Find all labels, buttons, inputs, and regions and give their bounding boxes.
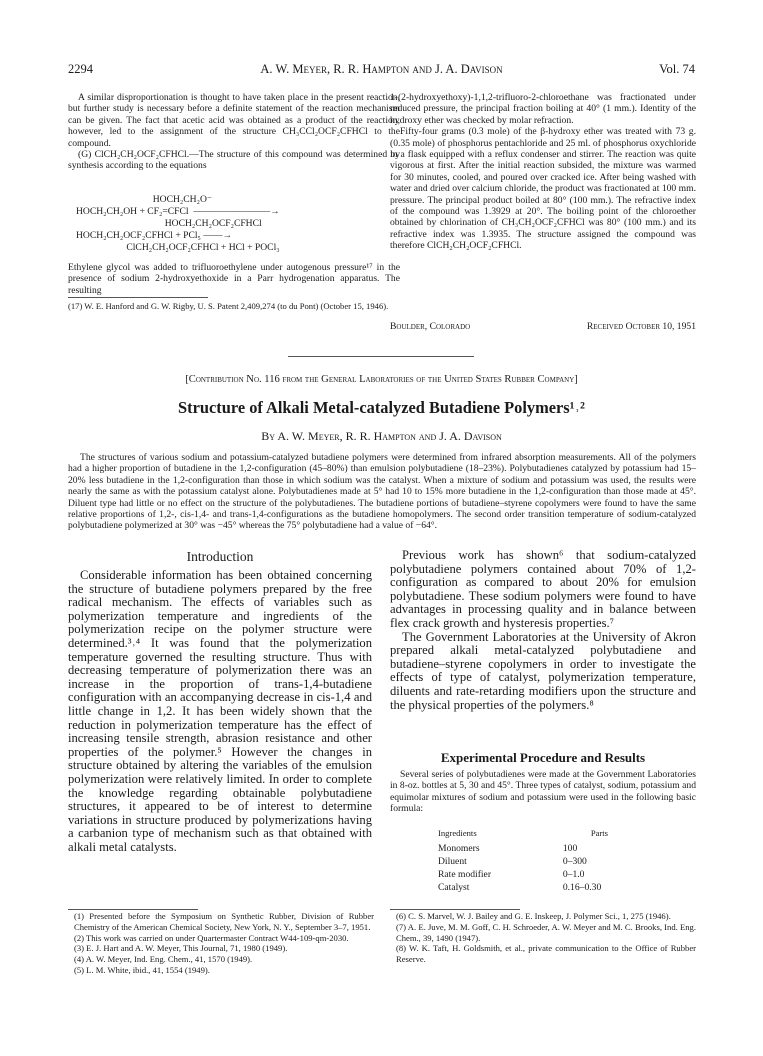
- ingredient-name: Diluent: [438, 856, 467, 867]
- running-authors: A. W. Meyer, R. R. Hampton and J. A. Davison: [260, 62, 503, 76]
- prev-left-column: [68, 92, 400, 172]
- table-row: [438, 881, 658, 894]
- experimental-heading: Experimental Procedure and Results: [440, 750, 646, 765]
- footnote: (5) L. M. White, ibid., 41, 1554 (1949).: [74, 964, 210, 975]
- footnotes-right: [390, 911, 696, 965]
- equation-line: HOCH₂CH₂OH + CF₂=CFCl ————————→: [76, 206, 280, 217]
- equation-line: ClCH₂CH₂OCF₂CFHCl + HCl + POCl₃: [76, 242, 280, 253]
- table-row: [438, 855, 658, 868]
- footnote: (1) Presented before the Symposium on Synthetic Rubber, Division of Rubber Chemistry of the American Chemical Society, New York, N. Y., September 3–7, 1951.: [74, 911, 374, 932]
- introduction-heading: Introduction: [186, 549, 254, 564]
- abstract: The structures of various sodium and potassium-catalyzed butadiene polymers were determined from infrared absorption measurements. All of the polymers had a higher proportion of butadiene in the 1,2-configuration (45–80%) than emulsion polybutadiene (18–23%). Polybutadienes catalyzed by potassium had 15–20% less butadiene in the 1,2-configuration than those in which sodium was the catalyst. When a mixture of sodium and potassium was used, the results were nearly the same as with the potassium catalyst alone. Polybutadienes made at 5° had 10 to 15% more butadiene in the 1,2-configuration than those made at 45°. Diluent type had little or no effect on the structure of the polybutadienes. The butadiene portions of butadiene–styrene copolymers were found to have the same relative proportions of 1,2-, cis-1,4- and trans-1,4-configurations as the butadiene homopolymers. The second order transition temperature of sodium-catalyzed polybutadiene polymerized at 30° was −45° whereas the 75° polybutadiene had a value of −64°.: [68, 452, 696, 532]
- ingredient-name: Rate modifier: [438, 869, 492, 880]
- column-header-parts: Parts: [590, 828, 609, 838]
- footnote: (4) A. W. Meyer, Ind. Eng. Chem., 41, 1570 (1949).: [74, 954, 253, 965]
- page-number: 2294: [68, 62, 93, 76]
- footnotes-left: [68, 911, 374, 976]
- body-paragraph: The Government Laboratories at the University of Akron prepared alkali metal-catalyzed polybutadiene and butadiene–styrene copolymers in order to investigate the effects of type of catalyst, polymerization temperature, diluents and rate-retarding modifiers upon the structure and the physical properties of the polymers.⁸: [390, 629, 696, 712]
- ingredient-parts: 100: [562, 843, 578, 854]
- right-body: [390, 549, 696, 712]
- footnote: (8) W. K. Taft, H. Goldsmith, et al., private communication to the Office of Rubber Reserve.: [396, 943, 696, 965]
- ingredient-name: Catalyst: [438, 882, 470, 893]
- equation-line: HOCH₂CH₂O⁻: [76, 194, 212, 205]
- prev-paragraph: (G) ClCH₂CH₂OCF₂CFHCl.—The structure of this compound was determined by synthesis according to the equations: [68, 149, 400, 172]
- ingredient-name: Monomers: [438, 843, 480, 854]
- equation-line: HOCH₂CH₂OCF₂CFHCl: [76, 218, 262, 229]
- footnote-rule: [68, 909, 198, 910]
- table-header-row: [438, 827, 658, 842]
- prev-paragraph: Fifty-four grams (0.3 mole) of the β-hydroxy ether was treated with 73 g. (0.35 mole) of phosphorus pentachloride and 25 ml. of phosphorus oxychloride in a flask equipped with a reflux condenser and stirrer. The reaction was quite vigorous at first. After the initial reaction subsided, the mixture was warmed for 30 minutes, cooled, and poured over cracked ice. After being washed with water and dried over calcium chloride, the product was fractionated at 100 mm. pressure. The principal product boiled at 80° (100 mm.). The refractive index of the compound was 1.3929 at 20°. The boiling point of the chloroether obtained by chlorination of CH₃CH₂OCF₂CFHCl was 80° (100 mm.) and its refractive index was 1.3935. The structure assigned the compound was therefore ClCH₂CH₂OCF₂CFHCl.: [390, 126, 696, 252]
- formula-table: [438, 827, 658, 894]
- prev-paragraph: A similar disproportionation is thought to have taken place in the present reaction, but further study is necessary before a definite statement of the reaction mechanism can be given. The fact that acetic acid was obtained as a product of the reaction, however, led to the assignment of the structure CH₃CCl₂OCF₂CFHCl to the compound.: [68, 92, 400, 149]
- byline: By A. W. Meyer, R. R. Hampton and J. A. Davison: [261, 429, 502, 443]
- column-header-ingredients: Ingredients: [438, 828, 477, 838]
- ingredient-parts: 0–300: [562, 856, 587, 867]
- received-date: Received October 10, 1951: [586, 321, 696, 332]
- footnote: (6) C. S. Marvel, W. J. Bailey and G. E. Inskeep, J. Polymer Sci., 1, 275 (1946).: [396, 911, 671, 921]
- table-row: [438, 868, 658, 881]
- intro-body: [68, 569, 372, 854]
- reaction-equations: [76, 194, 401, 254]
- experimental-paragraph: Several series of polybutadienes were made at the Government Laboratories in 8-oz. bottles at 5, 30 and 45°. Three types of catalyst, sodium, potassium and equimolar mixtures of sodium and potassium were used in the following basic formula:: [390, 769, 696, 815]
- footnote: (2) This work was carried on under Quartermaster Contract W44-109-qm-2030.: [74, 932, 349, 943]
- prev-paragraph: 1-(2-hydroxyethoxy)-1,1,2-trifluoro-2-chloroethane was fractionated under reduced pressure, the principal fraction boiling at 40° (1 mm.). Identity of the hydroxy ether was checked by molar refraction.: [390, 92, 696, 126]
- footnote-rule: [390, 909, 520, 910]
- ingredient-parts: 0.16–0.30: [562, 882, 602, 893]
- section-divider: [288, 356, 474, 357]
- prev-right-column: [390, 92, 696, 252]
- body-paragraph: Previous work has shown⁶ that sodium-catalyzed polybutadiene polymers contained about 70% of 1,2-configuration as compared to about 20% for emulsion polybutadiene. These sodium polymers were found to have advantages in processing quality and in balance between flex crack growth and hysteresis properties.⁷: [390, 548, 696, 630]
- intro-paragraph: Considerable information has been obtained concerning the structure of butadiene polymers prepared by the free radical mechanism. The effects of variables such as polymerization temperature and ingredients of the polymerization recipe on the polymer structure were determined.³˒⁴ It was found that the polymerization temperature governed the resulting structure. Thus with decreasing temperature of polymerization there was an increase in the proportion of trans-1,4-butadiene configuration with an accompanying decrease in cis-1,4 and little change in 1,2. It has been widely shown that the reduction in polymerization temperature has the effect of increasing tensile strength, abrasion resistance and other properties of the polymer.⁵ However the changes in structure obtained by altering the variables of the emulsion polymerization were relatively limited. In order to complete the knowledge regarding obtainable polybutadiene structures, it appeared to be of interest to determine variations in structure produced by polymerizations having a carbanion type of mechanism such as that obtained with alkali metal catalysts.: [68, 568, 372, 854]
- footnote: (7) A. E. Juve, M. M. Goff, C. H. Schroeder, A. W. Meyer and M. C. Brooks, Ind. Eng. Chem., 39, 1490 (1947).: [396, 921, 696, 943]
- volume-label: Vol. 74: [659, 62, 695, 76]
- contribution-line: [Contribution No. 116 from the General Laboratories of the United States Rubber Company]: [185, 374, 578, 385]
- footnote-rule: [68, 297, 208, 298]
- article-title: Structure of Alkali Metal-catalyzed Butadiene Polymers¹˒²: [178, 398, 585, 417]
- ingredient-parts: 0–1.0: [562, 869, 585, 880]
- footnote: (3) E. J. Hart and A. W. Meyer, This Journal, 71, 1980 (1949).: [74, 943, 288, 954]
- equation-line: HOCH₂CH₂OCF₂CFHCl + PCl₅ ——→: [76, 230, 233, 241]
- footnote-17: (17) W. E. Hanford and G. W. Rigby, U. S. Patent 2,409,274 (to du Pont) (October 15, 1946).: [68, 301, 389, 311]
- table-row: [438, 842, 658, 855]
- prev-left-tail: Ethylene glycol was added to trifluoroethylene under autogenous pressure¹⁷ in the presence of sodium 2-hydroxyethoxide in a Parr hydrogenation apparatus. The resulting: [68, 262, 400, 296]
- location: Boulder, Colorado: [390, 321, 471, 332]
